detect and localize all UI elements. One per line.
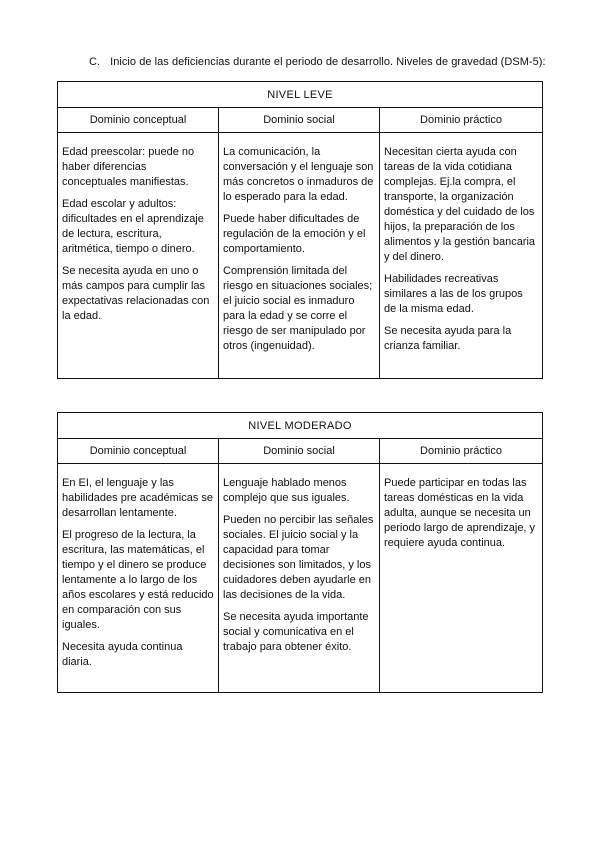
cell-social bbox=[219, 464, 380, 693]
paragraph: Pueden no percibir las señales sociales. El juicio social y la capacidad para tomar decisiones son limitados, y los cuidadores deben ayudarle en las decisiones de la vida. bbox=[223, 514, 374, 601]
paragraph: Habilidades recreativas similares a las de los grupos de la misma edad. bbox=[384, 273, 523, 315]
column-header-practico: Dominio práctico bbox=[380, 439, 543, 464]
paragraph: Puede participar en todas las tareas domésticas en la vida adulta, aunque se necesita un periodo largo de aprendizaje, y requiere ayuda continua. bbox=[384, 477, 536, 549]
cell-social bbox=[219, 133, 380, 379]
paragraph: La comunicación, la conversación y el lenguaje son más concretos o inmaduros de lo esperado para la edad. bbox=[223, 146, 374, 203]
cell-conceptual bbox=[58, 133, 219, 379]
level-title: NIVEL LEVE bbox=[58, 82, 543, 108]
column-header-conceptual: Dominio conceptual bbox=[58, 108, 219, 133]
paragraph: Se necesita ayuda importante social y comunicativa en el trabajo para obtener éxito. bbox=[223, 611, 369, 653]
level-table-moderado bbox=[57, 412, 543, 693]
paragraph: Edad preescolar: puede no haber diferencias conceptuales manifiestas. bbox=[62, 146, 195, 188]
paragraph: Se necesita ayuda en uno o más campos para cumplir las expectativas relacionadas con la edad. bbox=[62, 265, 210, 322]
column-header-social: Dominio social bbox=[219, 108, 380, 133]
column-header-conceptual: Dominio conceptual bbox=[58, 439, 219, 464]
column-header-practico: Dominio práctico bbox=[380, 108, 543, 133]
level-table-leve bbox=[57, 81, 543, 379]
caption-text: Inicio de las deficiencias durante el periodo de desarrollo. Niveles de gravedad (DSM-5): bbox=[110, 56, 546, 68]
paragraph: Edad escolar y adultos: dificultades en el aprendizaje de lectura, escritura, aritmética, tiempo o dinero. bbox=[62, 198, 204, 255]
paragraph: Necesitan cierta ayuda con tareas de la vida cotidiana complejas. Ej.la compra, el transporte, la organización doméstica y del cuidado de los hijos, la preparación de los alimentos y la gestión bancaria y del dinero. bbox=[384, 146, 536, 263]
paragraph: Lenguaje hablado menos complejo que sus iguales. bbox=[223, 477, 350, 504]
paragraph: El progreso de la lectura, la escritura, las matemáticas, el tiempo y el dinero se produce lentamente a lo largo de los años escolares y está reducido en comparación con sus iguales. bbox=[62, 529, 214, 631]
caption-letter: C. bbox=[89, 56, 101, 68]
paragraph: Comprensión limitada del riesgo en situaciones sociales; el juicio social es inmaduro para la edad y se corre el riesgo de ser manipulado por otros (ingenuidad). bbox=[223, 265, 373, 352]
level-title: NIVEL MODERADO bbox=[58, 413, 543, 439]
paragraph: Puede haber dificultades de regulación de la emoción y el comportamiento. bbox=[223, 213, 366, 255]
paragraph: Se necesita ayuda para la crianza familiar. bbox=[384, 325, 512, 352]
column-header-social: Dominio social bbox=[219, 439, 380, 464]
cell-practico bbox=[380, 464, 543, 693]
paragraph: En EI, el lenguaje y las habilidades pre académicas se desarrollan lentamente. bbox=[62, 477, 214, 519]
paragraph: Necesita ayuda continua diaria. bbox=[62, 641, 183, 668]
cell-practico bbox=[380, 133, 543, 379]
caption bbox=[89, 56, 546, 68]
cell-conceptual bbox=[58, 464, 219, 693]
